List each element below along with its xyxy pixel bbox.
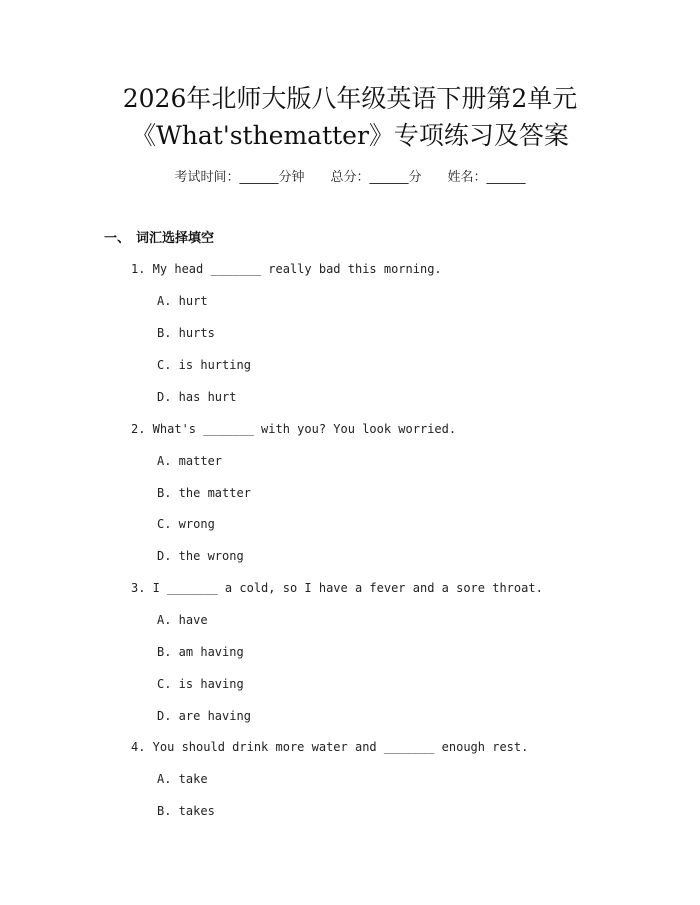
- question-3-option-a: A. have: [157, 613, 208, 627]
- question-1-option-d: D. has hurt: [157, 390, 237, 404]
- question-1-option-b: B. hurts: [157, 326, 215, 340]
- question-2-option-d: D. the wrong: [157, 549, 244, 563]
- question-4: 4. You should drink more water and _______ enough rest.: [131, 740, 529, 754]
- section-title: 词汇选择填空: [136, 231, 215, 246]
- document-title-line-1: 2026年北师大版八年级英语下册第2单元: [122, 84, 578, 113]
- student-name-field: 姓名：______: [447, 170, 526, 185]
- question-1-option-c: C. is hurting: [157, 358, 251, 372]
- question-2-option-c: C. wrong: [157, 517, 215, 531]
- question-3-option-c: C. is having: [157, 677, 244, 691]
- question-1: 1. My head _______ really bad this morning.: [131, 262, 442, 276]
- question-3: 3. I _______ a cold, so I have a fever and a sore throat.: [131, 581, 543, 595]
- exam-time-field: 考试时间：______分钟: [174, 170, 305, 185]
- exam-meta: [0, 168, 700, 188]
- question-2-option-a: A. matter: [157, 454, 223, 468]
- question-4-option-b: B. takes: [157, 804, 215, 818]
- question-4-option-a: A. take: [157, 772, 208, 786]
- total-score-field: 总分：______分: [330, 170, 422, 185]
- section-number: 一、: [104, 231, 131, 246]
- question-3-option-b: B. am having: [157, 645, 244, 659]
- question-2-option-b: B. the matter: [157, 486, 251, 500]
- question-3-option-d: D. are having: [157, 709, 251, 723]
- document-title-line-2: 《What'sthematter》专项练习及答案: [131, 121, 569, 150]
- question-2: 2. What's _______ with you? You look worried.: [131, 422, 457, 436]
- question-1-option-a: A. hurt: [157, 294, 208, 308]
- section-heading: [104, 229, 214, 249]
